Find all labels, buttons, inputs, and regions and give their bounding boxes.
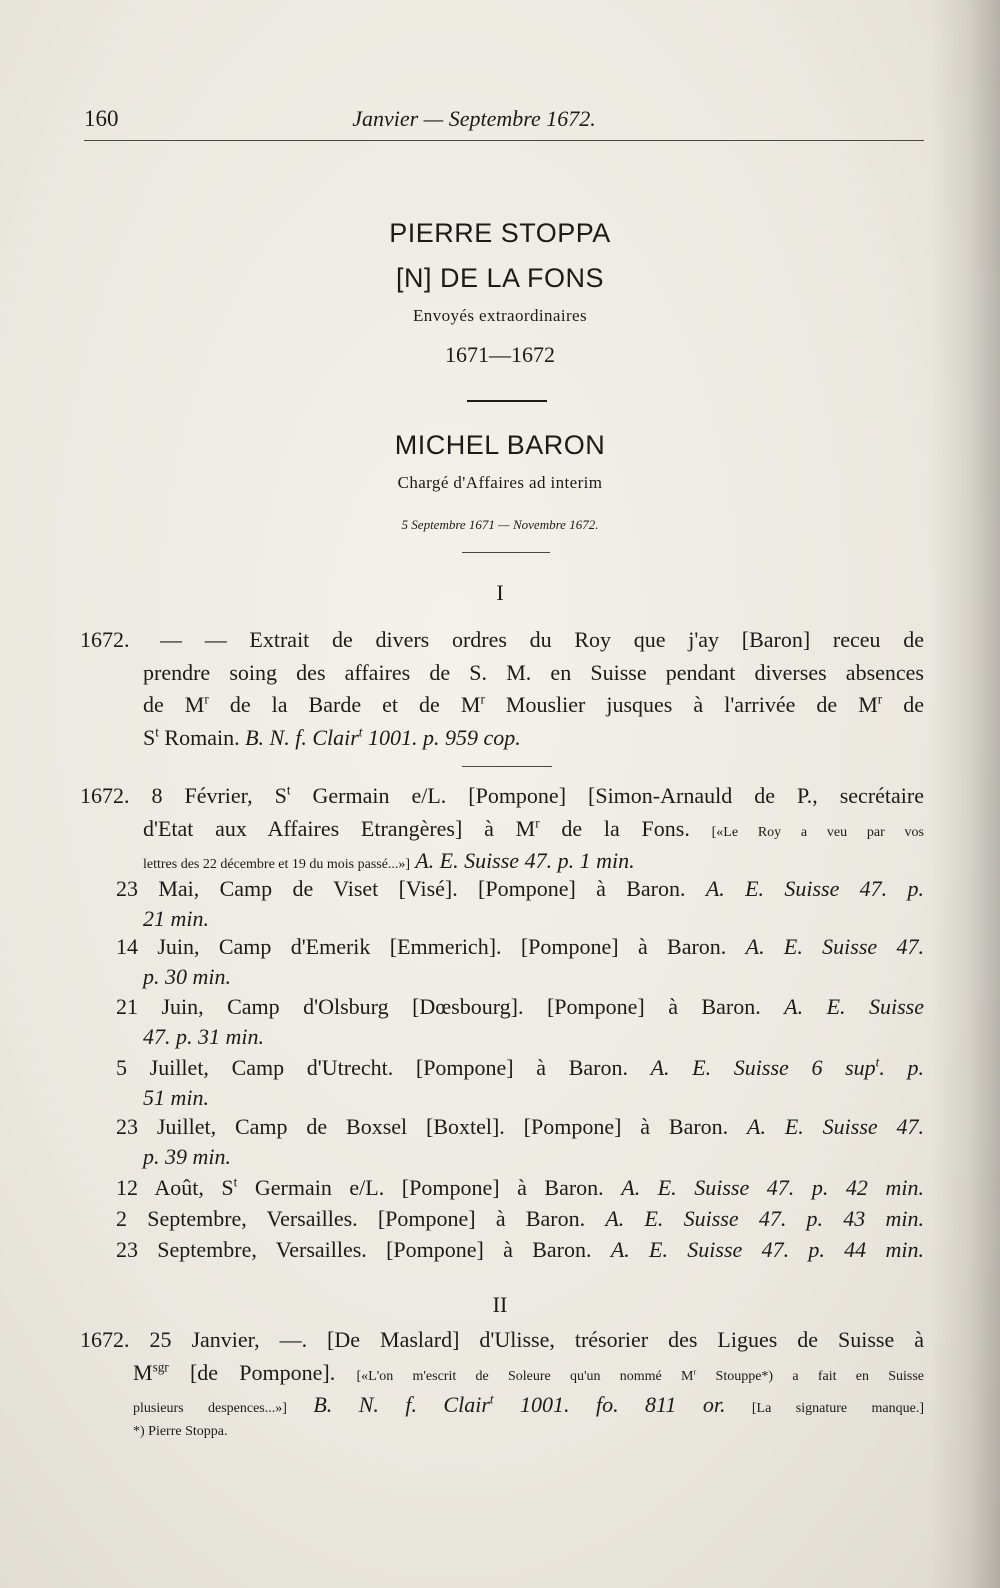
entry-14-juin-line-2: p. 30 min. xyxy=(143,964,231,989)
entry-25-janvier-line-3: plusieurs despences...»] B. N. f. Clair$^t$ 1001. fo. 811 or. [La signature manque.] xyxy=(133,1391,924,1417)
section-rule xyxy=(462,766,552,767)
footnote: *) Pierre Stoppa. xyxy=(133,1424,228,1439)
page-number: 160 xyxy=(84,106,119,131)
entry-21-juin-line-1: 21 Juin, Camp d'Olsburg [Dœsbourg]. [Pompone] à Baron. A. E. Suisse xyxy=(116,994,924,1019)
entry-5-juillet-line-1: 5 Juillet, Camp d'Utrecht. [Pompone] à Baron. A. E. Suisse 6 sup$^t$. p. xyxy=(116,1054,924,1080)
entry-8-fevrier-line-3: lettres des 22 décembre et 19 du mois passé...»] A. E. Suisse 47. p. 1 min. xyxy=(143,848,635,873)
entry-1672-extrait-year: 1672. xyxy=(80,627,130,652)
charge-role: Chargé d'Affaires ad interim xyxy=(397,473,603,492)
entry-25-janvier-line-1: 1672. 25 Janvier, —. [De Maslard] d'Ulisse, trésorier des Ligues de Suisse à xyxy=(80,1327,924,1352)
envoy-years: 1671—1672 xyxy=(445,342,555,367)
entry-23-mai-line-2: 21 min. xyxy=(143,906,209,931)
envoy-name-la-fons: [N] DE LA FONS xyxy=(395,263,605,293)
entry-14-juin-line-1: 14 Juin, Camp d'Emerik [Emmerich]. [Pompone] à Baron. A. E. Suisse 47. xyxy=(116,934,924,959)
entry-23-mai-line-1: 23 Mai, Camp de Viset [Visé]. [Pompone] à Baron. A. E. Suisse 47. p. xyxy=(116,876,924,901)
envoy-name-stoppa: PIERRE STOPPA xyxy=(389,218,611,248)
entry-2-septembre: 2 Septembre, Versailles. [Pompone] à Baron. A. E. Suisse 47. p. 43 min. xyxy=(116,1206,924,1231)
entry-8-fevrier-line-2: d'Etat aux Affaires Etrangères] à $M^r$ de la Fons. [«Le Roy a veu par vos xyxy=(143,815,924,841)
running-title: Janvier — Septembre 1672. xyxy=(352,106,596,131)
archive-reference: B. N. f. Clair$^t$ 1001. p. 959 cop. xyxy=(245,724,521,750)
heading-rule-thin xyxy=(462,552,550,553)
entry-8-fevrier-line-1: 1672. 8 Février, $S^t$ Germain e/L. [Pompone] [Simon-Arnauld de P., secrétaire xyxy=(80,782,924,808)
entry-12-aout: 12 Août, $S^t$ Germain e/L. [Pompone] à Baron. A. E. Suisse 47. p. 42 min. xyxy=(116,1174,924,1200)
section-numeral-i: I xyxy=(496,580,504,605)
entry-21-juin-line-2: 47. p. 31 min. xyxy=(143,1024,264,1049)
entry-1672-extrait-line-1: — — Extrait de divers ordres du Roy que j'ay [Baron] receu de xyxy=(160,627,924,652)
entry-1672-extrait-line-2: prendre soing des affaires de S. M. en Suisse pendant diverses absences xyxy=(143,660,924,685)
entry-23-septembre: 23 Septembre, Versailles. [Pompone] à Baron. A. E. Suisse 47. p. 44 min. xyxy=(116,1237,924,1262)
running-head xyxy=(84,100,924,140)
entry-5-juillet-line-2: 51 min. xyxy=(143,1085,209,1110)
header-rule xyxy=(84,140,924,141)
charge-name-baron: MICHEL BARON xyxy=(394,430,606,460)
envoy-role: Envoyés extraordinaires xyxy=(413,306,587,325)
entry-1672-extrait-line-4: $S^t$ Romain. B. N. f. Clair$^t$ 1001. p. 959 cop. xyxy=(143,724,521,750)
entry-23-juillet-line-1: 23 Juillet, Camp de Boxsel [Boxtel]. [Pompone] à Baron. A. E. Suisse 47. xyxy=(116,1114,924,1139)
heading-rule-thick xyxy=(467,400,547,402)
entry-25-janvier-line-2: $M^{sgr}$ [de Pompone]. [«L'on m'escrit de Soleure qu'un nommé $M^r$ Stouppe*) a fait en Suisse xyxy=(133,1359,924,1385)
section-numeral-ii: II xyxy=(492,1292,508,1317)
entry-1672-extrait-line-3: de $M^r$ de la Barde et de $M^r$ Mouslier jusques à l'arrivée de $M^r$ de xyxy=(143,691,924,717)
charge-dates: 5 Septembre 1671 — Novembre 1672. xyxy=(401,517,599,532)
entry-23-juillet-line-2: p. 39 min. xyxy=(143,1144,231,1169)
